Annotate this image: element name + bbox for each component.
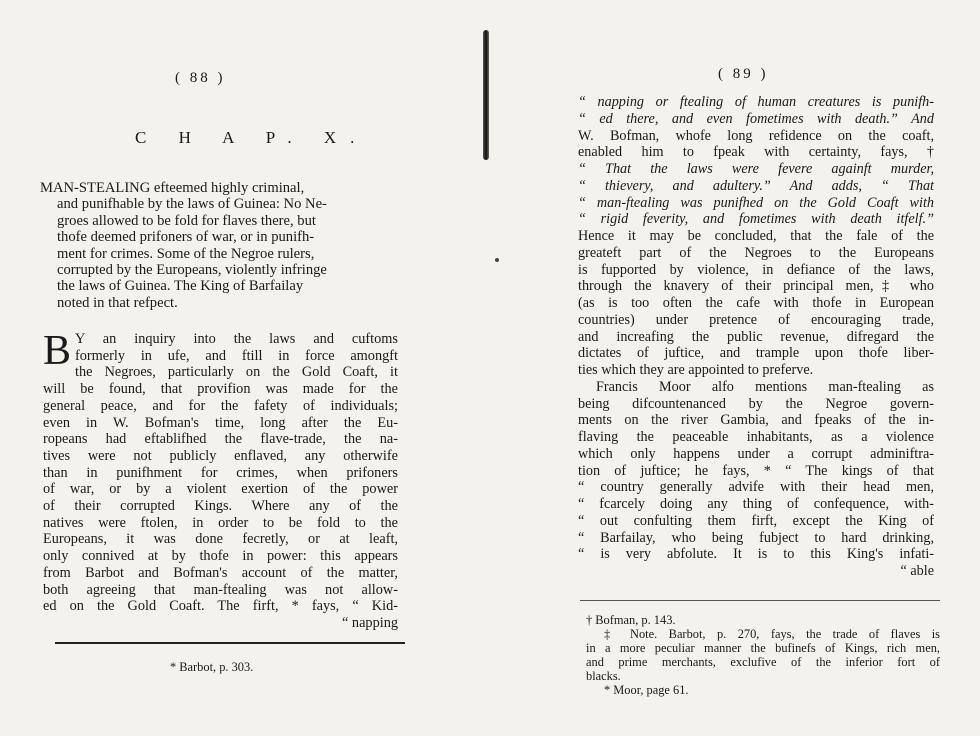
summary-line: groes allowed to be fold for flaves there, but bbox=[57, 212, 316, 229]
page-number: ( 89 ) bbox=[718, 66, 769, 82]
text-line: Hence it may be concluded, that the fale of the bbox=[578, 228, 934, 244]
text-line: Francis Moor alfo mentions man-ftealing as bbox=[596, 378, 934, 395]
left-page bbox=[0, 0, 480, 736]
text-line: through the knavery of their principal men,‡ who bbox=[578, 278, 934, 295]
text-line: “ is very abfolute. It is to this King's infati- bbox=[578, 546, 934, 563]
text-line: enabled him to fpeak with certainty, fays, † bbox=[578, 144, 934, 161]
right-page bbox=[500, 0, 980, 736]
text-line: will be found, that provifion was made for the bbox=[43, 381, 398, 398]
text-line: from Barbot and Bofman's account of the matter, bbox=[43, 564, 398, 581]
text-line: tives were not publicly enflaved, any otherwife bbox=[43, 447, 398, 464]
summary-line: MAN-STEALING efteemed highly criminal, bbox=[40, 180, 305, 196]
text-line: (as is too often the cafe with thofe in European bbox=[578, 295, 934, 311]
footnote-line: † Bofman, p. 143. bbox=[586, 613, 676, 627]
text-line: and increafing the public revenue, difregard the bbox=[578, 328, 934, 345]
footnote: * Barbot, p. 303. bbox=[170, 660, 254, 674]
footnote-rule bbox=[580, 600, 940, 601]
footnote-rule bbox=[55, 642, 405, 644]
summary-line: thofe deemed prifoners of war, or in punifh- bbox=[57, 229, 315, 246]
book-gutter bbox=[483, 30, 489, 160]
text-line: countries) under pretence of encouraging trade, bbox=[578, 311, 934, 328]
chapter-heading: C H A P. X. bbox=[135, 128, 369, 147]
text-line: even in W. Bofman's time, long after the Eu- bbox=[43, 414, 398, 431]
text-line: both agreeing that man-ftealing was not allow- bbox=[43, 581, 398, 598]
page-number: ( 88 ) bbox=[175, 70, 226, 86]
text-line: “ thievery, and adultery.” And adds, “ That bbox=[578, 177, 934, 194]
text-line: flaving the peaceable inhabitants, as a violence bbox=[578, 429, 934, 445]
footnote-line: ‡ Note. Barbot, p. 270, fays, the trade of flaves is bbox=[604, 627, 940, 641]
text-line: is fupported by violence, in defiance of the laws, bbox=[578, 261, 934, 278]
text-line: being difcountenanced by the Negroe govern- bbox=[578, 395, 934, 412]
text-line: “ napping or ftealing of human creatures is punifh- bbox=[578, 94, 934, 110]
text-line: of war, or by a violent exertion of the power bbox=[43, 481, 398, 498]
text-line: “ country generally advife with their head men, bbox=[578, 479, 934, 496]
drop-cap: B bbox=[43, 328, 72, 374]
text-line: “ out confulting them firft, except the King of bbox=[578, 512, 934, 529]
text-line: ments on the river Gambia, and fpeaks of the in- bbox=[578, 412, 934, 429]
text-line: “ fcarcely doing any thing of confequence, with- bbox=[578, 496, 934, 512]
text-line: general peace, and for the fafety of individuals; bbox=[43, 397, 398, 414]
text-line: “ rigid feverity, and fometimes with death itfelf.” bbox=[578, 211, 934, 228]
text-line: tion of juftice; he fays, * “ The kings of that bbox=[578, 462, 934, 479]
text-line: formerly in ufe, and ftill in force amongft bbox=[75, 347, 398, 364]
catchword: “ able bbox=[900, 563, 934, 579]
summary-line: the laws of Guinea. The King of Barfailay bbox=[57, 278, 304, 295]
text-line: only connived at by thofe in power: this appears bbox=[43, 548, 398, 565]
text-line: “ man-ftealing was punifhed on the Gold Coaft with bbox=[578, 194, 934, 211]
footnote-line: blacks. bbox=[586, 669, 621, 683]
summary-line: ment for crimes. Some of the Negroe rulers, bbox=[57, 245, 315, 262]
gutter-mark bbox=[495, 258, 499, 262]
right-body-text bbox=[578, 94, 934, 580]
text-line: W. Bofman, whofe long refidence on the coaft, bbox=[578, 127, 934, 144]
summary-line: and punifhable by the laws of Guinea: No Ne- bbox=[57, 196, 327, 213]
text-line: which only happens under a corrupt adminiftra- bbox=[578, 445, 934, 462]
text-line: greateft part of the Negroes to the Europeans bbox=[578, 244, 934, 261]
text-line: the Negroes, particularly on the Gold Coaft, it bbox=[75, 364, 398, 381]
text-line: natives were ftolen, in order to be fold to the bbox=[43, 514, 398, 531]
text-line: ties which they are appointed to preferve. bbox=[578, 362, 814, 378]
footnote-line: in a more peculiar manner the bufinefs of Kings, rich men, bbox=[586, 641, 940, 655]
text-line: dictates of juftice, and trample upon thofe liber- bbox=[578, 345, 934, 362]
summary-line: noted in that refpect. bbox=[57, 294, 178, 311]
footnotes bbox=[586, 613, 940, 697]
left-body-text bbox=[43, 328, 398, 632]
text-line: “ That the laws were fevere againft murder, bbox=[578, 161, 934, 177]
text-line: Y an inquiry into the laws and cuftoms bbox=[75, 331, 398, 347]
text-line: than in punifhment for crimes, when prifoners bbox=[43, 464, 398, 481]
footnote-line: and prime merchants, exclufive of the inferior fort of bbox=[586, 655, 940, 669]
text-line: Europeans, it was done fecretly, or at leaft, bbox=[43, 531, 398, 548]
text-line: “ Barfailay, who being fubject to hard drinking, bbox=[578, 529, 934, 546]
text-line: ed on the Gold Coaft. The firft, * fays, “ Kid- bbox=[43, 598, 398, 615]
chapter-summary bbox=[40, 180, 400, 311]
catchword: “ napping bbox=[342, 614, 398, 631]
text-line: ropeans had eftablifhed the flave-trade, the na- bbox=[43, 431, 398, 448]
summary-line: corrupted by the Europeans, violently infringe bbox=[57, 262, 327, 279]
text-line: of their corrupted Kings. Where any of the bbox=[43, 498, 398, 515]
text-line: “ ed there, and even fometimes with death.” And bbox=[578, 110, 934, 127]
footnote-line: * Moor, page 61. bbox=[604, 683, 689, 697]
